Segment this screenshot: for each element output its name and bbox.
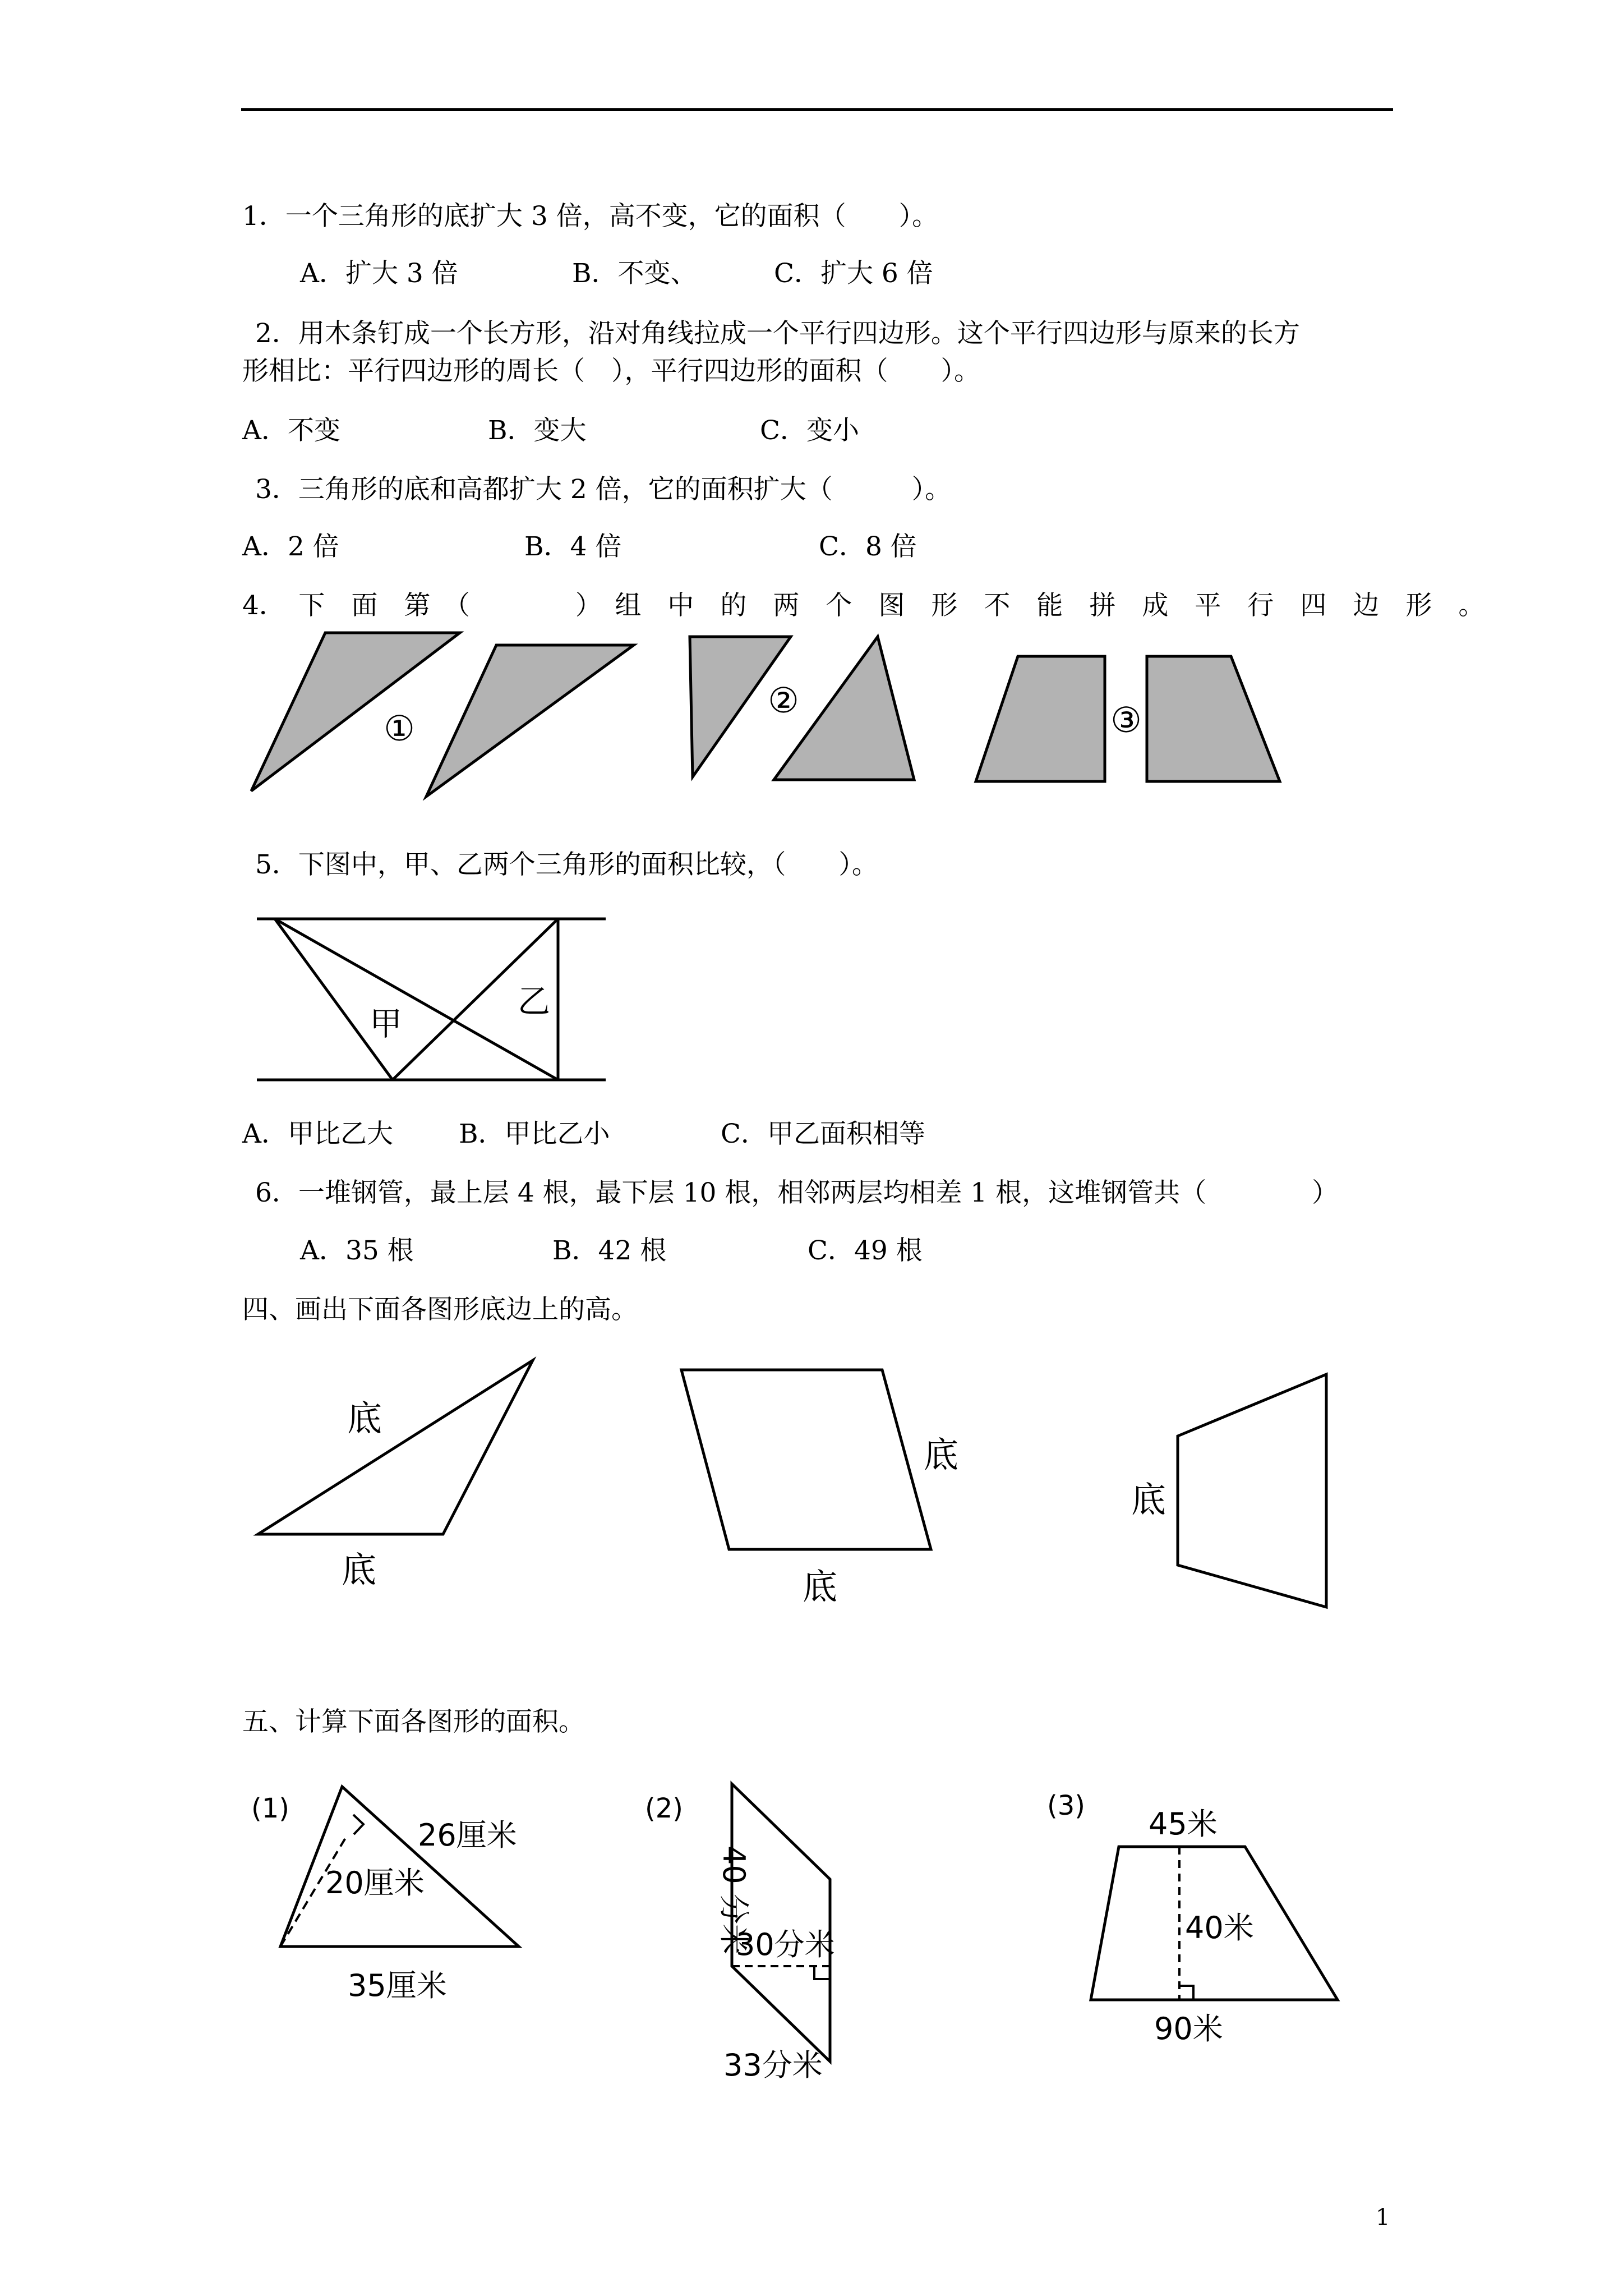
- q5-label-jia: 甲: [369, 1005, 403, 1043]
- q6-option-c: C．49 根: [808, 1235, 923, 1266]
- q5-text: 5．下图中，甲、乙两个三角形的面积比较，（ ）。: [255, 849, 878, 880]
- q4-pair3-trapezoid-a: [976, 656, 1105, 781]
- q3-text: 3．三角形的底和高都扩大 2 倍，它的面积扩大（ ）。: [255, 474, 952, 505]
- section4-parallelogram-base-label: 底: [802, 1566, 838, 1607]
- section5-fig3-right-angle-mark: [1179, 1986, 1193, 2000]
- section4-triangle: [258, 1360, 533, 1534]
- q1-option-c: C．扩大 6 倍: [774, 258, 933, 289]
- q1-text: 1．一个三角形的底扩大 3 倍，高不变，它的面积（ ）。: [242, 201, 939, 232]
- section4-figures: [241, 1346, 1363, 1627]
- section4-triangle-side-label: 底: [347, 1398, 382, 1439]
- section5-fig3-bottom-label: 90米: [1154, 2011, 1223, 2046]
- q4-text: 4． 下 面 第 （ ） 组 中 的 两 个 图 形 不 能 拼 成 平 行 四 边 形 。: [242, 590, 1485, 621]
- q4-figure-shapes: [241, 623, 1307, 802]
- section5-fig2-number: (2): [645, 1793, 683, 1824]
- q4-pair3-trapezoid-b: [1147, 656, 1280, 781]
- section4-triangle-base-label: 底: [341, 1549, 377, 1590]
- section4-trapezoid: [1178, 1374, 1326, 1607]
- q2-option-c: C．变小: [760, 415, 859, 446]
- q1-option-b: B．不变、: [572, 258, 697, 289]
- q4-marker-3: ③: [1110, 700, 1142, 740]
- section5-fig1-height-label: 20厘米: [325, 1865, 425, 1901]
- q5-label-yi: 乙: [517, 982, 551, 1020]
- q6-text: 6．一堆钢管，最上层 4 根，最下层 10 根，相邻两层均相差 1 根，这堆钢管共（ ）: [255, 1177, 1339, 1208]
- section5-fig1-side-label: 26厘米: [418, 1818, 517, 1853]
- q5-option-a: A．甲比乙大: [242, 1119, 393, 1149]
- q3-option-b: B．4 倍: [524, 531, 622, 562]
- section4-trapezoid-base-label: 底: [1131, 1479, 1166, 1520]
- section5-fig3-top-label: 45米: [1149, 1806, 1218, 1842]
- section4-parallelogram: [681, 1370, 931, 1549]
- q5-figure-parallel-lines: [241, 909, 623, 1094]
- section5-fig3-height-label: 40米: [1185, 1910, 1254, 1945]
- q4-marker-2: ②: [768, 680, 799, 721]
- page-number: 1: [1376, 2205, 1390, 2230]
- section5-fig2-side-label: 40 分米: [716, 1846, 751, 1954]
- section5-fig3-number: (3): [1047, 1790, 1085, 1821]
- q2-option-a: A．不变: [242, 415, 340, 446]
- q2-text-line1: 2．用木条钉成一个长方形，沿对角线拉成一个平行四边形。这个平行四边形与原来的长方: [255, 318, 1300, 349]
- q6-option-a: A．35 根: [300, 1235, 414, 1266]
- section5-fig2-base-label: 33分米: [723, 2047, 823, 2083]
- q6-option-b: B．42 根: [552, 1235, 667, 1266]
- q3-option-a: A．2 倍: [242, 531, 339, 562]
- section5-fig1-base-label: 35厘米: [348, 1968, 447, 2003]
- section4-title: 四、画出下面各图形底边上的高。: [242, 1294, 638, 1325]
- q1-option-a: A．扩大 3 倍: [300, 258, 458, 289]
- section5-fig2-height-label: 30分米: [736, 1927, 835, 1962]
- section5-figures: [241, 1773, 1363, 2087]
- q4-marker-1: ①: [384, 708, 415, 749]
- section4-parallelogram-side-label: 底: [923, 1434, 959, 1475]
- q4-pair1-triangle-b: [426, 645, 634, 797]
- q5-option-b: B．甲比乙小: [459, 1119, 610, 1149]
- q2-text-line2: 形相比：平行四边形的周长（ ），平行四边形的面积（ ）。: [242, 356, 980, 386]
- section5-title: 五、计算下面各图形的面积。: [242, 1706, 585, 1737]
- section5-fig1-number: (1): [251, 1793, 289, 1824]
- q2-option-b: B．变大: [488, 415, 587, 446]
- q3-option-c: C．8 倍: [819, 531, 917, 562]
- section5-fig1-right-angle-mark: [353, 1815, 363, 1834]
- header-rule: [241, 108, 1393, 111]
- section5-fig2-right-angle-mark: [814, 1966, 830, 1979]
- q4-pair1-triangle-a: [251, 633, 460, 791]
- q5-option-c: C．甲乙面积相等: [721, 1119, 925, 1149]
